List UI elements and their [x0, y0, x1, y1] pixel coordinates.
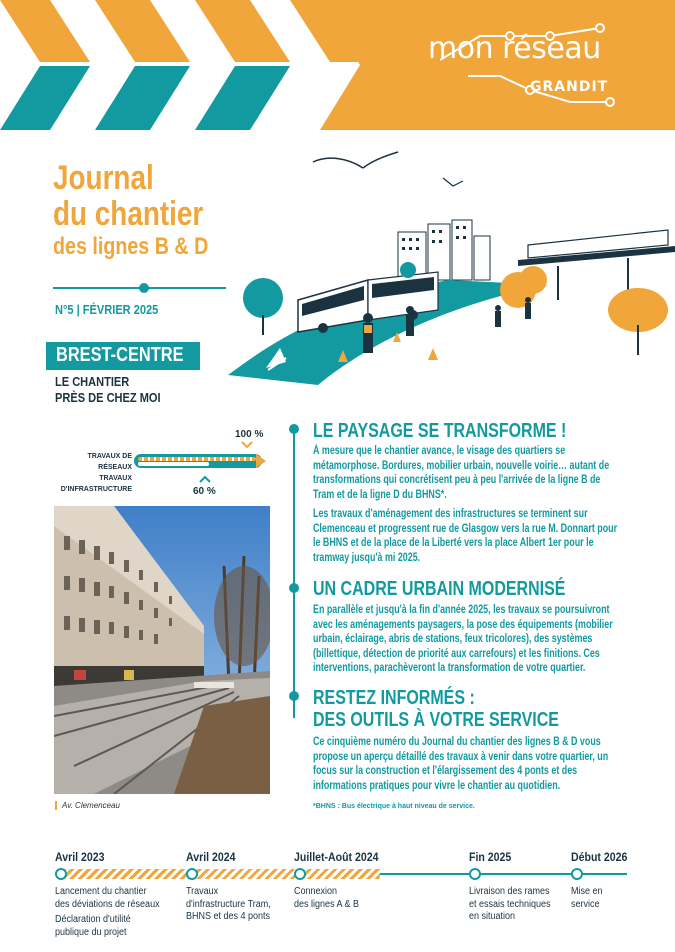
milestone-line: Déclaration d'utilité — [55, 914, 131, 925]
milestone-line: Lancement du chantier — [55, 886, 147, 897]
timeline-milestone-5 — [571, 886, 603, 911]
title-divider-dot — [139, 283, 149, 293]
area-subtitle — [55, 374, 161, 406]
article-1-paragraph-1: À mesure que le chantier avance, le visage des quartiers se métamorphose. Bordures, mobilier urbain, nouvelle voirie… autant de transformations qui concrétisent peu à peu l'arrivée de la ligne B de Tram et de la ligne D du BHNS*. — [313, 445, 610, 501]
milestone-line: Mise en — [571, 886, 603, 897]
milestone-line: des lignes A & B — [294, 898, 360, 910]
article-1-paragraph-2: Les travaux d'aménagement des infrastructures se terminent sur Clemenceau et progressent rue de Glasgow vers la rue M. Donnart pour le BHNS et de la place de la Liberté vers la place Albert 1er pour le tramway jusqu'à mi 2025. — [313, 508, 618, 564]
timeline-dot — [469, 868, 481, 880]
article-3-body — [313, 735, 623, 798]
milestone-line: BHNS et des 4 ponts — [186, 911, 271, 922]
milestone-line: publique du projet — [55, 926, 127, 938]
photo-caption: Av. Clemenceau — [55, 801, 120, 810]
issue-number: N°5 | FÉVRIER 2025 — [55, 302, 159, 317]
title-line-2: du chantier — [53, 195, 204, 233]
timeline-completed-hatch — [62, 869, 380, 879]
chevron-up-icon — [199, 475, 211, 483]
area-badge — [46, 342, 200, 370]
timeline-milestone-2 — [186, 886, 271, 924]
article-3-title-line-1: RESTEZ INFORMÉS : — [313, 687, 475, 709]
city-illustration — [228, 150, 675, 400]
milestone-line: en situation — [469, 911, 516, 922]
milestone-line: Travaux — [186, 886, 219, 897]
journal-title — [53, 160, 242, 262]
rail-dot — [289, 691, 299, 701]
milestone-line: d'infrastructure Tram, — [186, 898, 271, 910]
milestone-line: service — [571, 898, 600, 910]
chevron-down-icon — [241, 441, 253, 449]
milestone-line: des déviations de réseaux — [55, 898, 160, 910]
footnote: *BHNS : Bus électrique à haut niveau de service. — [313, 803, 475, 810]
brand-logo — [428, 31, 609, 95]
street-photo — [54, 506, 270, 794]
article-3-paragraph-1: Ce cinquième numéro du Journal du chantier des lignes B & D vous propose un aperçu détaillé des travaux à venir dans votre quartier, un focus sur la construction et l'élargissement des 4 ponts et des informations pratiques pour vivre le chantier au quotidien. — [313, 736, 609, 792]
milestone-line: Connexion — [294, 886, 338, 897]
network-progress-bar — [138, 457, 256, 461]
timeline-dot — [55, 868, 67, 880]
progress-labels — [52, 451, 132, 495]
article-3-title — [313, 687, 559, 731]
timeline-date: Fin 2025 — [469, 850, 512, 864]
timeline-date: Avril 2024 — [186, 850, 236, 864]
progress-arrow-icon — [256, 454, 266, 468]
milestone-line: Livraison des rames — [469, 886, 550, 897]
article-2-title: UN CADRE URBAIN MODERNISÉ — [313, 578, 566, 600]
timeline-dotted-end — [600, 873, 630, 875]
brand-line-2: GRANDIT — [530, 79, 609, 95]
area-subtitle-line-1: LE CHANTIER — [55, 374, 130, 389]
network-works-label: TRAVAUX DE RÉSEAUX — [87, 453, 132, 471]
network-percent: 100 % — [235, 429, 264, 440]
rail-dot — [289, 583, 299, 593]
rail-dot — [289, 424, 299, 434]
article-1-body — [313, 444, 623, 570]
title-line-1: Journal — [53, 159, 154, 197]
milestone-line: et essais techniques — [469, 898, 551, 910]
brand-line-1: mon réseau — [428, 31, 601, 66]
article-1-title: LE PAYSAGE SE TRANSFORME ! — [313, 420, 567, 442]
timeline-dot — [186, 868, 198, 880]
timeline-date: Avril 2023 — [55, 850, 105, 864]
timeline-milestone-1 — [55, 886, 160, 939]
infrastructure-works-label: TRAVAUX D'INFRASTRUCTURE — [60, 475, 132, 493]
articles-rail — [293, 428, 295, 718]
article-2-paragraph-1: En parallèle et jusqu'à la fin d'année 2025, les travaux se poursuivront avec les aménagements paysagers, la pose des équipements (mobilier urbain, éclairage, abris de stations, feux tricolores), des systèmes (billettique, détection de priorité aux carrefours) et les finitions. Ces interventions, parachèveront la transformation de votre quartier. — [313, 604, 613, 674]
timeline-dot — [571, 868, 583, 880]
timeline-date: Juillet-Août 2024 — [294, 850, 379, 864]
timeline-milestone-4 — [469, 886, 551, 924]
article-3-title-line-2: DES OUTILS À VOTRE SERVICE — [313, 709, 559, 731]
infrastructure-percent: 60 % — [193, 486, 216, 497]
timeline-date: Début 2026 — [571, 850, 628, 864]
title-line-3: des lignes B & D — [53, 233, 209, 260]
infrastructure-progress-bar — [138, 462, 209, 466]
article-2-body — [313, 603, 623, 681]
timeline-milestone-3 — [294, 886, 359, 911]
header-banner — [0, 0, 675, 130]
area-subtitle-line-2: PRÈS DE CHEZ MOI — [55, 390, 161, 405]
area-name: BREST-CENTRE — [56, 344, 184, 366]
timeline-dot — [294, 868, 306, 880]
